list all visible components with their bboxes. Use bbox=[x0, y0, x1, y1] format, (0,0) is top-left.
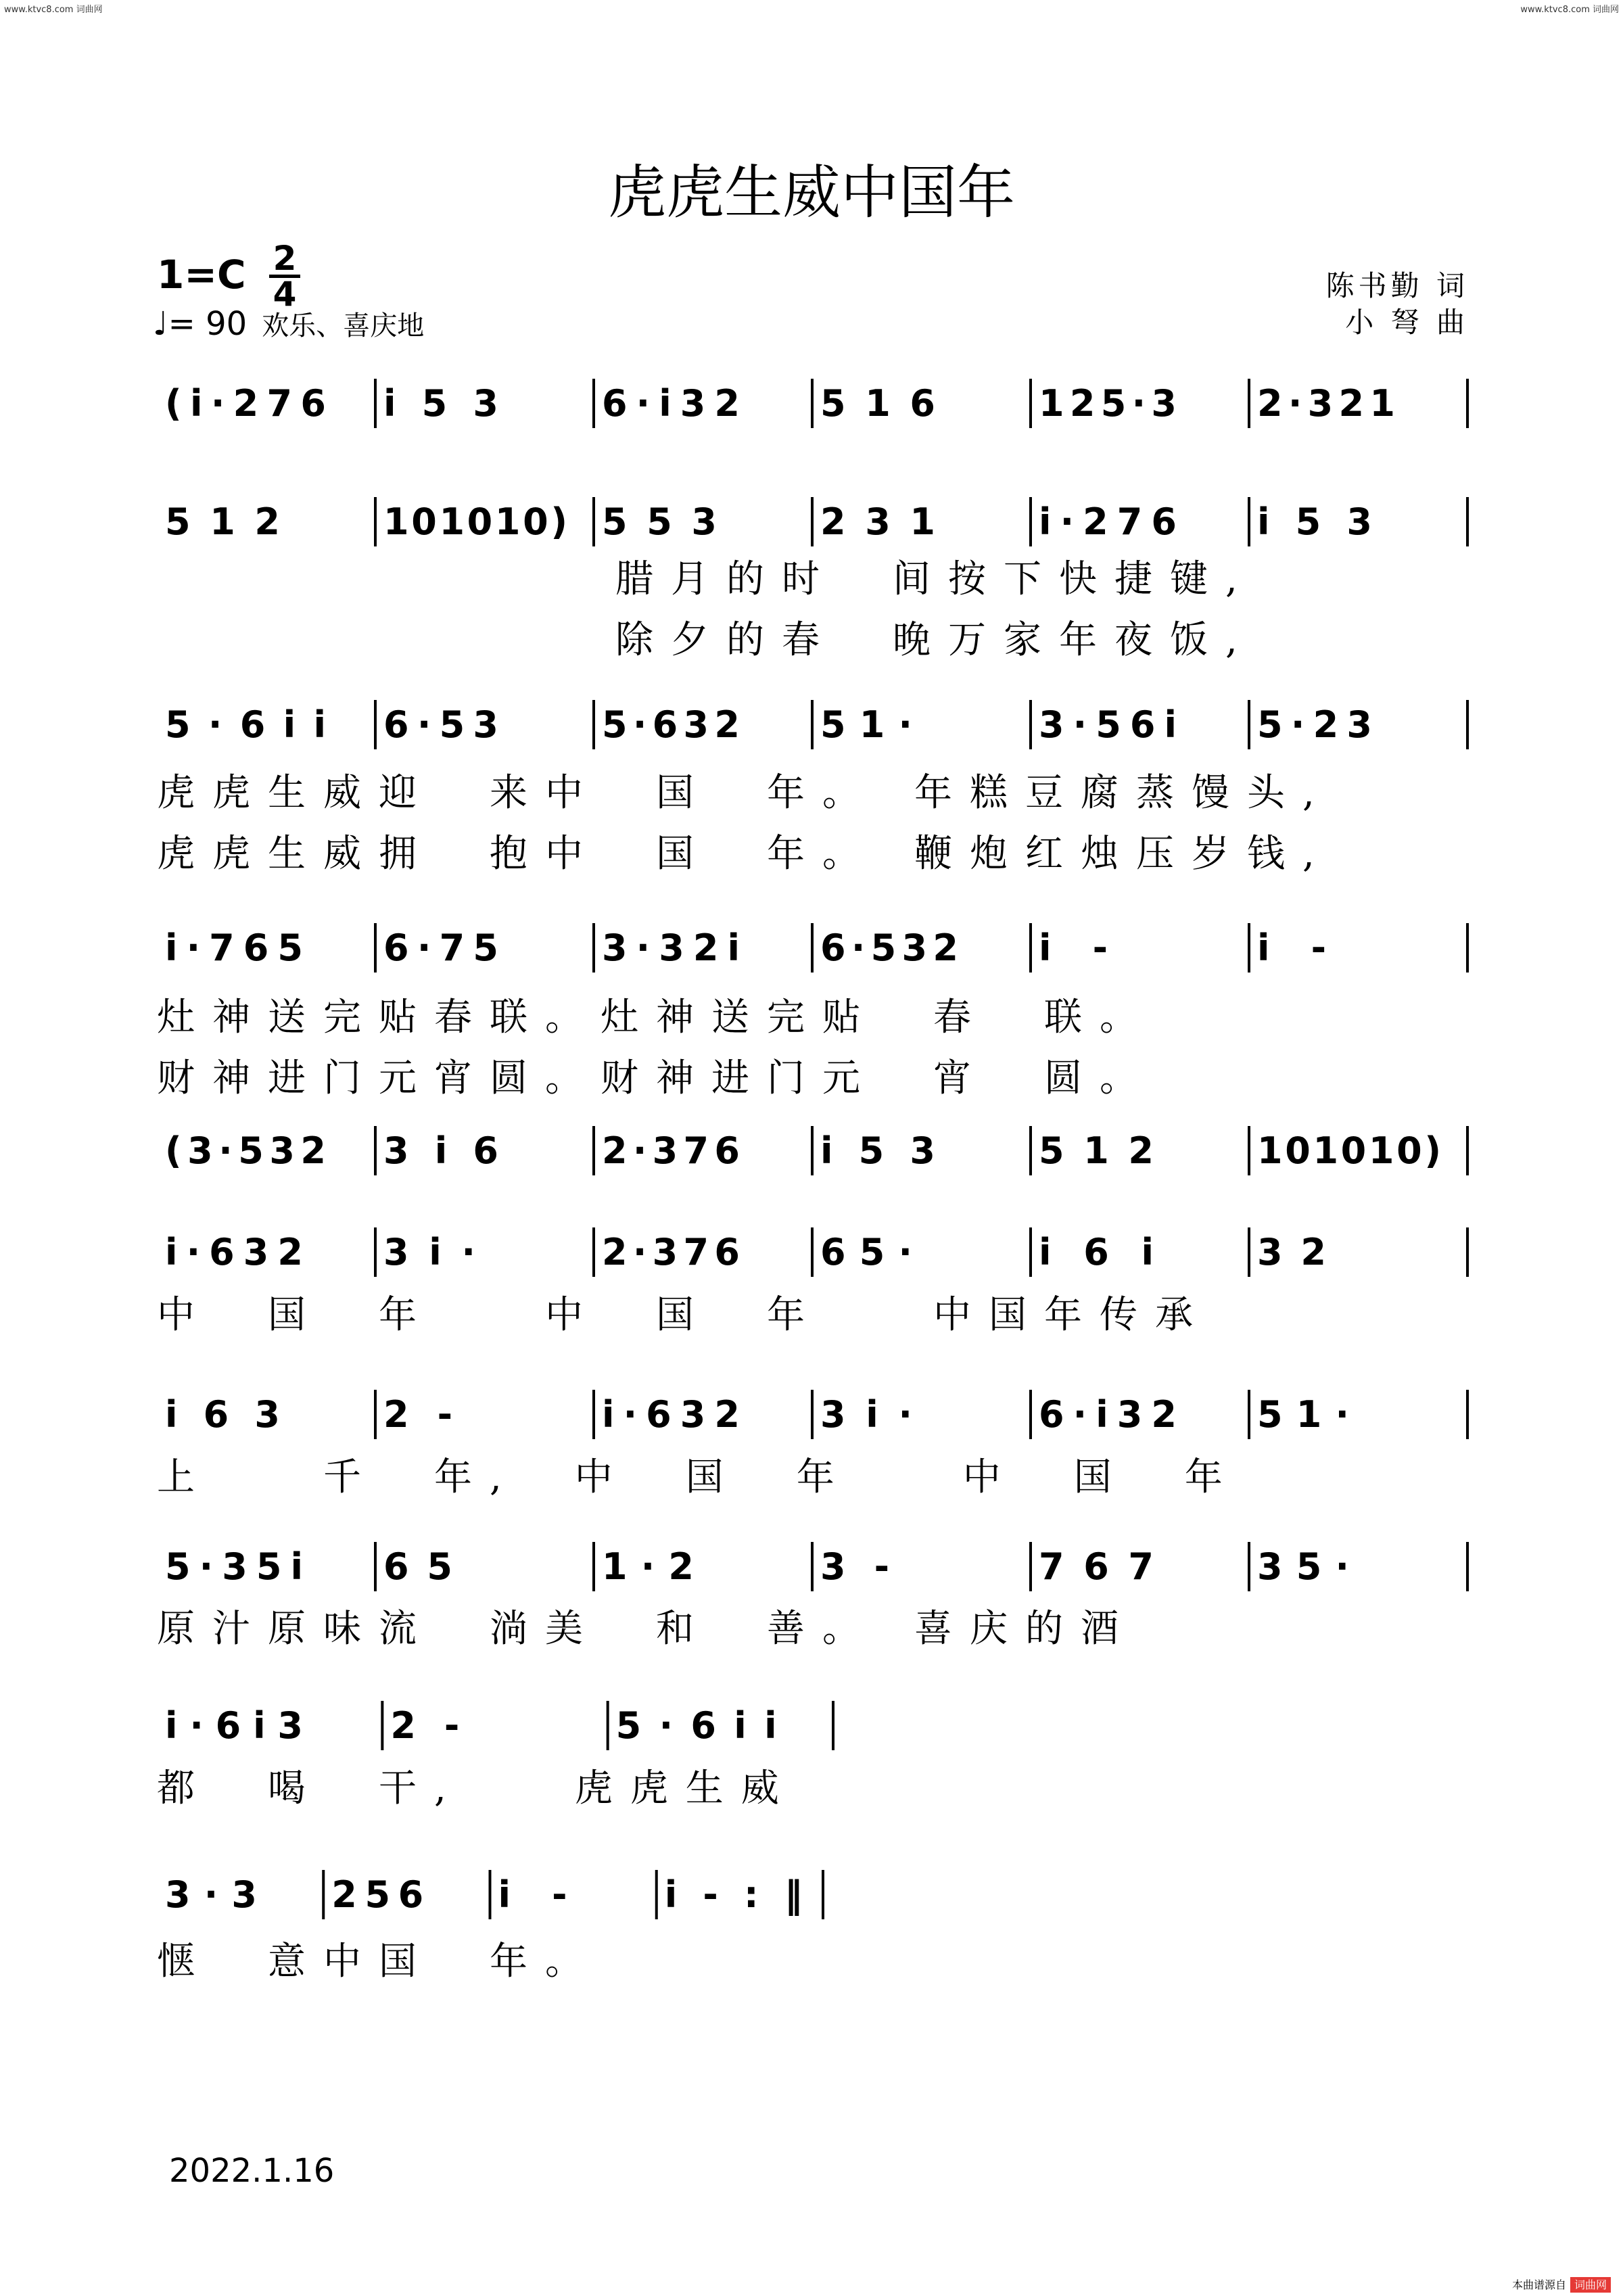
measure-s6-4: 6 5 · bbox=[820, 1231, 912, 1273]
lyrics-s3-verse2: 虎虎生威拥 抱中 国 年。 鞭炮红烛压岁钱, bbox=[157, 832, 1332, 876]
measure-s10-2: 2 5 6 bbox=[331, 1873, 424, 1916]
measure-s3-5: 3 · 5 6 i bbox=[1039, 703, 1177, 746]
lyrics-s9: 都 喝 干, 虎虎生威 bbox=[157, 1766, 797, 1810]
measure-s5-2: 3 i 6 bbox=[383, 1129, 498, 1172]
measure-s6-6: 3 2 bbox=[1257, 1231, 1326, 1273]
measure-s3-6: 5 · 2 3 bbox=[1257, 703, 1372, 746]
measure-s9-1: i · 6 i 3 bbox=[165, 1704, 303, 1747]
measure-s2-4: 2 3 1 bbox=[820, 500, 935, 543]
measure-s10-3: i - bbox=[498, 1873, 567, 1916]
measure-s9-3: 5 · 6 i i bbox=[615, 1704, 777, 1747]
measure-s4-4: 6 · 5 3 2 bbox=[820, 927, 958, 969]
measure-s8-6: 3 5 · bbox=[1257, 1545, 1349, 1588]
composer-credit: 小 弩 曲 bbox=[1345, 306, 1469, 339]
measure-s4-6: i - bbox=[1257, 927, 1326, 969]
measure-s6-2: 3 i · bbox=[383, 1231, 475, 1273]
measure-s8-4: 3 - bbox=[820, 1545, 889, 1588]
lyrics-s6: 中 国 年 中 国 年 中国年传承 bbox=[157, 1293, 1210, 1337]
measure-s3-3: 5 · 6 3 2 bbox=[602, 703, 740, 746]
measure-s2-2: 1 0 1 0 1 0 ) bbox=[383, 500, 567, 543]
header-url-right[interactable]: www.ktvc8.com 词曲网 bbox=[1520, 5, 1619, 15]
measure-s5-6: 1 0 1 0 1 0 ) bbox=[1257, 1129, 1441, 1172]
measure-s7-6: 5 1 · bbox=[1257, 1393, 1349, 1436]
measure-s4-3: 3 · 3 2 i bbox=[602, 927, 740, 969]
measure-s5-3: 2 · 3 7 6 bbox=[602, 1129, 740, 1172]
key-signature: 1=C bbox=[157, 252, 246, 298]
measure-s3-4: 5 1 · bbox=[820, 703, 912, 746]
measure-s5-1: ( 3 · 5 3 2 bbox=[165, 1129, 326, 1172]
measure-s8-3: 1 · 2 bbox=[602, 1545, 694, 1588]
measure-s10-1: 3 · 3 bbox=[165, 1873, 257, 1916]
time-signature-top: 2 bbox=[273, 239, 297, 278]
measure-s5-5: 5 1 2 bbox=[1039, 1129, 1154, 1172]
measure-s1-2: i 5 3 bbox=[383, 382, 498, 425]
lyrics-s4-verse2: 财神进门元宵圆。财神进门元 宵 圆。 bbox=[157, 1056, 1155, 1100]
measure-s1-5: 1 2 5 · 3 bbox=[1039, 382, 1177, 425]
measure-s1-4: 5 1 6 bbox=[820, 382, 935, 425]
lyrics-s7: 上 千 年, 中 国 年 中 国 年 bbox=[157, 1455, 1240, 1499]
song-title: 虎虎生威中国年 bbox=[608, 159, 1015, 227]
measure-s3-2: 6 · 5 3 bbox=[383, 703, 498, 746]
measure-s2-6: i 5 3 bbox=[1257, 500, 1372, 543]
measure-s7-4: 3 i · bbox=[820, 1393, 912, 1436]
measure-s6-5: i 6 i bbox=[1039, 1231, 1154, 1273]
measure-s2-1: 5 1 2 bbox=[165, 500, 280, 543]
measure-s7-2: 2 - bbox=[383, 1393, 452, 1436]
measure-s6-1: i · 6 3 2 bbox=[165, 1231, 303, 1273]
time-signature-bottom: 4 bbox=[273, 275, 297, 314]
measure-s4-1: i · 7 6 5 bbox=[165, 927, 303, 969]
footer-logo[interactable]: 词曲网 bbox=[1570, 2277, 1611, 2293]
footer-text: 本曲谱源自 bbox=[1511, 2278, 1566, 2291]
lyrics-s3-verse1: 虎虎生威迎 来中 国 年。 年糕豆腐蒸馒头, bbox=[157, 771, 1332, 815]
lyricist-credit: 陈书勤 词 bbox=[1325, 269, 1469, 302]
measure-s4-5: i - bbox=[1039, 927, 1108, 969]
measure-s1-1: ( i · 2 7 6 bbox=[165, 382, 326, 425]
quarter-note-icon: ♩ bbox=[153, 305, 168, 343]
measure-s8-5: 7 6 7 bbox=[1039, 1545, 1154, 1588]
measure-s2-5: i · 2 7 6 bbox=[1039, 500, 1177, 543]
lyrics-s2-verse1: 腊月的时 间按下快捷键, bbox=[615, 557, 1255, 601]
measure-s1-6: 2 · 3 2 1 bbox=[1257, 382, 1395, 425]
measure-s2-3: 5 5 3 bbox=[602, 500, 717, 543]
measure-s7-5: 6 · i 3 2 bbox=[1039, 1393, 1177, 1436]
measure-s7-1: i 6 3 bbox=[165, 1393, 280, 1436]
tempo-direction: 欢乐、喜庆地 bbox=[262, 310, 425, 342]
measure-s6-3: 2 · 3 7 6 bbox=[602, 1231, 740, 1273]
lyrics-s4-verse1: 灶神送完贴春联。灶神送完贴 春 联。 bbox=[157, 995, 1155, 1039]
measure-s7-3: i · 6 3 2 bbox=[602, 1393, 740, 1436]
measure-s8-2: 6 5 bbox=[383, 1545, 452, 1588]
lyrics-s10: 惬 意中国 年。 bbox=[157, 1940, 601, 1984]
measure-s3-1: 5 · 6 i i bbox=[165, 703, 326, 746]
measure-s1-3: 6 · i 3 2 bbox=[602, 382, 740, 425]
measure-s10-4: i - : ‖ bbox=[664, 1873, 803, 1916]
lyrics-s8: 原汁原味流 淌美 和 善。 喜庆的酒 bbox=[157, 1607, 1136, 1651]
header-url-left[interactable]: www.ktvc8.com 词曲网 bbox=[4, 5, 103, 15]
measure-s9-2: 2 - bbox=[390, 1704, 460, 1747]
lyrics-s2-verse2: 除夕的春 晚万家年夜饭, bbox=[615, 618, 1255, 662]
measure-s5-4: i 5 3 bbox=[820, 1129, 935, 1172]
page-footer bbox=[1512, 2276, 1611, 2292]
date-stamp: 2022.1.16 bbox=[169, 2152, 335, 2190]
measure-s4-2: 6 · 7 5 bbox=[383, 927, 498, 969]
measure-s8-1: 5 · 3 5 i bbox=[165, 1545, 303, 1588]
tempo-value: = 90 bbox=[168, 305, 248, 343]
